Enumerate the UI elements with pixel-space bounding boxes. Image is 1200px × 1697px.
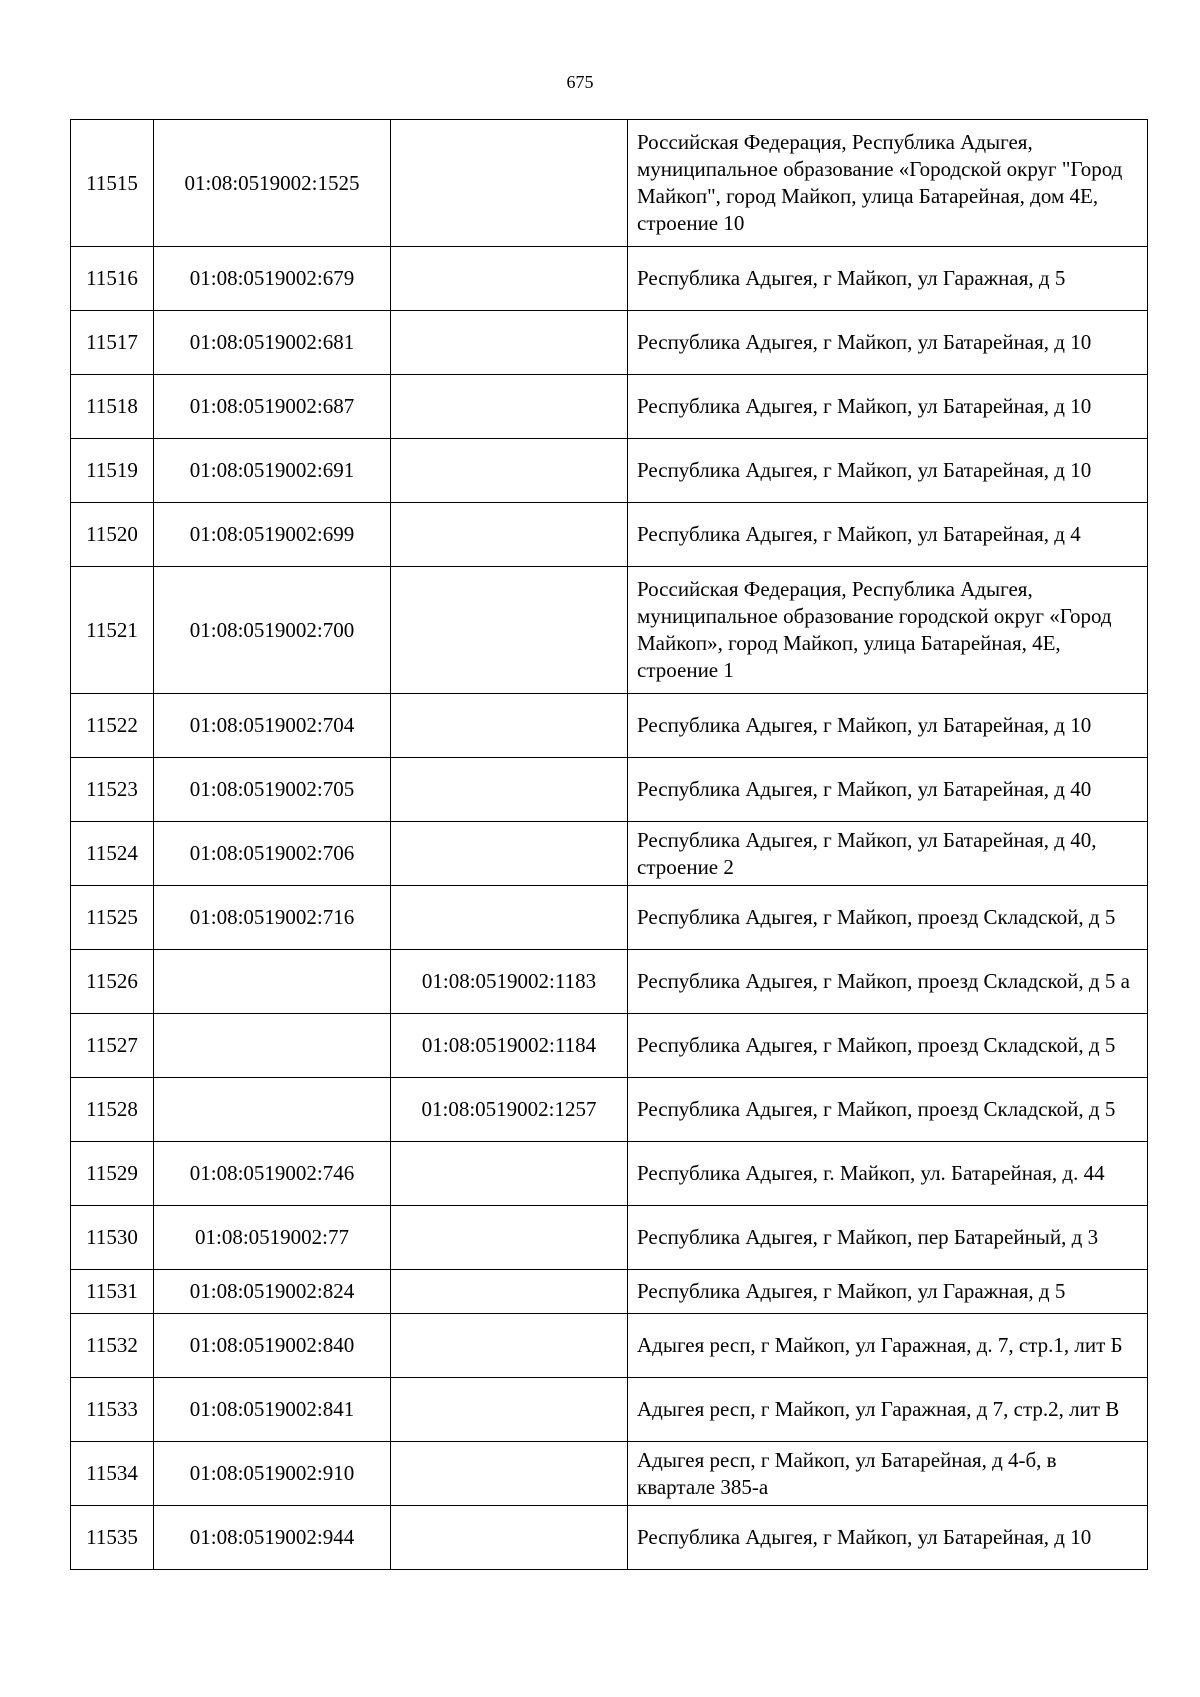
address-cell: Российская Федерация, Республика Адыгея, муниципальное образование «Городской округ "Город Майкоп", город Майкоп, улица Батарейная, дом 4Е, строение 10 bbox=[628, 120, 1148, 247]
address-cell: Республика Адыгея, г Майкоп, проезд Складской, д 5 bbox=[628, 1078, 1148, 1142]
related-cadastral-number-cell bbox=[391, 1270, 628, 1314]
related-cadastral-number-cell bbox=[391, 247, 628, 311]
address-cell: Республика Адыгея, г Майкоп, проезд Складской, д 5 а bbox=[628, 950, 1148, 1014]
table-row bbox=[71, 1014, 1148, 1078]
related-cadastral-number-cell: 01:08:0519002:1257 bbox=[391, 1078, 628, 1142]
address-cell: Республика Адыгея, г. Майкоп, ул. Батарейная, д. 44 bbox=[628, 1142, 1148, 1206]
row-number-cell: 11522 bbox=[71, 694, 154, 758]
row-number-cell: 11523 bbox=[71, 758, 154, 822]
row-number-cell: 11519 bbox=[71, 439, 154, 503]
row-number-cell: 11528 bbox=[71, 1078, 154, 1142]
table-row bbox=[71, 950, 1148, 1014]
cadastral-number-cell: 01:08:0519002:840 bbox=[154, 1314, 391, 1378]
row-number-cell: 11530 bbox=[71, 1206, 154, 1270]
address-cell: Республика Адыгея, г Майкоп, ул Батарейная, д 4 bbox=[628, 503, 1148, 567]
row-number-cell: 11529 bbox=[71, 1142, 154, 1206]
cadastral-number-cell: 01:08:0519002:746 bbox=[154, 1142, 391, 1206]
address-cell: Республика Адыгея, г Майкоп, ул Батарейная, д 10 bbox=[628, 375, 1148, 439]
table-row bbox=[71, 1206, 1148, 1270]
address-cell: Адыгея респ, г Майкоп, ул Батарейная, д 4-б, в квартале 385-а bbox=[628, 1442, 1148, 1506]
cadastral-number-cell: 01:08:0519002:1525 bbox=[154, 120, 391, 247]
row-number-cell: 11524 bbox=[71, 822, 154, 886]
address-cell: Республика Адыгея, г Майкоп, ул Батарейная, д 10 bbox=[628, 694, 1148, 758]
table-row bbox=[71, 567, 1148, 694]
related-cadastral-number-cell: 01:08:0519002:1184 bbox=[391, 1014, 628, 1078]
table-row bbox=[71, 1442, 1148, 1506]
table-row bbox=[71, 311, 1148, 375]
address-cell: Республика Адыгея, г Майкоп, ул Батарейная, д 10 bbox=[628, 439, 1148, 503]
table-row bbox=[71, 503, 1148, 567]
cadastral-number-cell: 01:08:0519002:706 bbox=[154, 822, 391, 886]
row-number-cell: 11525 bbox=[71, 886, 154, 950]
row-number-cell: 11516 bbox=[71, 247, 154, 311]
related-cadastral-number-cell bbox=[391, 886, 628, 950]
address-cell: Республика Адыгея, г Майкоп, проезд Складской, д 5 bbox=[628, 886, 1148, 950]
address-cell: Республика Адыгея, г Майкоп, ул Гаражная, д 5 bbox=[628, 247, 1148, 311]
table-row bbox=[71, 120, 1148, 247]
address-cell: Республика Адыгея, г Майкоп, ул Гаражная, д 5 bbox=[628, 1270, 1148, 1314]
related-cadastral-number-cell bbox=[391, 822, 628, 886]
address-cell: Республика Адыгея, г Майкоп, ул Батарейная, д 40 bbox=[628, 758, 1148, 822]
registry-table-body bbox=[71, 120, 1148, 1570]
cadastral-number-cell bbox=[154, 1014, 391, 1078]
table-row bbox=[71, 822, 1148, 886]
cadastral-number-cell bbox=[154, 950, 391, 1014]
cadastral-number-cell: 01:08:0519002:77 bbox=[154, 1206, 391, 1270]
cadastral-number-cell: 01:08:0519002:687 bbox=[154, 375, 391, 439]
related-cadastral-number-cell bbox=[391, 439, 628, 503]
address-cell: Адыгея респ, г Майкоп, ул Гаражная, д. 7, стр.1, лит Б bbox=[628, 1314, 1148, 1378]
row-number-cell: 11520 bbox=[71, 503, 154, 567]
cadastral-number-cell: 01:08:0519002:705 bbox=[154, 758, 391, 822]
table-row bbox=[71, 1378, 1148, 1442]
address-cell: Республика Адыгея, г Майкоп, проезд Складской, д 5 bbox=[628, 1014, 1148, 1078]
table-row bbox=[71, 886, 1148, 950]
related-cadastral-number-cell bbox=[391, 567, 628, 694]
cadastral-number-cell: 01:08:0519002:716 bbox=[154, 886, 391, 950]
row-number-cell: 11534 bbox=[71, 1442, 154, 1506]
row-number-cell: 11533 bbox=[71, 1378, 154, 1442]
related-cadastral-number-cell bbox=[391, 1314, 628, 1378]
related-cadastral-number-cell: 01:08:0519002:1183 bbox=[391, 950, 628, 1014]
cadastral-number-cell: 01:08:0519002:681 bbox=[154, 311, 391, 375]
table-row bbox=[71, 247, 1148, 311]
cadastral-number-cell: 01:08:0519002:704 bbox=[154, 694, 391, 758]
row-number-cell: 11527 bbox=[71, 1014, 154, 1078]
cadastral-number-cell: 01:08:0519002:944 bbox=[154, 1506, 391, 1570]
row-number-cell: 11517 bbox=[71, 311, 154, 375]
cadastral-number-cell: 01:08:0519002:699 bbox=[154, 503, 391, 567]
cadastral-number-cell bbox=[154, 1078, 391, 1142]
related-cadastral-number-cell bbox=[391, 1378, 628, 1442]
table-row bbox=[71, 375, 1148, 439]
address-cell: Российская Федерация, Республика Адыгея, муниципальное образование городской округ «Город Майкоп», город Майкоп, улица Батарейная, 4Е, строение 1 bbox=[628, 567, 1148, 694]
table-row bbox=[71, 1314, 1148, 1378]
related-cadastral-number-cell bbox=[391, 375, 628, 439]
row-number-cell: 11532 bbox=[71, 1314, 154, 1378]
related-cadastral-number-cell bbox=[391, 694, 628, 758]
address-cell: Республика Адыгея, г Майкоп, пер Батарейный, д 3 bbox=[628, 1206, 1148, 1270]
table-row bbox=[71, 1078, 1148, 1142]
related-cadastral-number-cell bbox=[391, 120, 628, 247]
table-row bbox=[71, 758, 1148, 822]
table-row bbox=[71, 439, 1148, 503]
registry-table bbox=[70, 119, 1148, 1570]
cadastral-number-cell: 01:08:0519002:700 bbox=[154, 567, 391, 694]
related-cadastral-number-cell bbox=[391, 503, 628, 567]
address-cell: Адыгея респ, г Майкоп, ул Гаражная, д 7, стр.2, лит В bbox=[628, 1378, 1148, 1442]
related-cadastral-number-cell bbox=[391, 1506, 628, 1570]
cadastral-number-cell: 01:08:0519002:910 bbox=[154, 1442, 391, 1506]
related-cadastral-number-cell bbox=[391, 758, 628, 822]
row-number-cell: 11526 bbox=[71, 950, 154, 1014]
cadastral-number-cell: 01:08:0519002:691 bbox=[154, 439, 391, 503]
related-cadastral-number-cell bbox=[391, 1142, 628, 1206]
cadastral-number-cell: 01:08:0519002:824 bbox=[154, 1270, 391, 1314]
address-cell: Республика Адыгея, г Майкоп, ул Батарейная, д 10 bbox=[628, 311, 1148, 375]
table-row bbox=[71, 1142, 1148, 1206]
table-row bbox=[71, 694, 1148, 758]
related-cadastral-number-cell bbox=[391, 1206, 628, 1270]
address-cell: Республика Адыгея, г Майкоп, ул Батарейная, д 40, строение 2 bbox=[628, 822, 1148, 886]
row-number-cell: 11518 bbox=[71, 375, 154, 439]
cadastral-number-cell: 01:08:0519002:841 bbox=[154, 1378, 391, 1442]
row-number-cell: 11531 bbox=[71, 1270, 154, 1314]
related-cadastral-number-cell bbox=[391, 311, 628, 375]
address-cell: Республика Адыгея, г Майкоп, ул Батарейная, д 10 bbox=[628, 1506, 1148, 1570]
row-number-cell: 11521 bbox=[71, 567, 154, 694]
page-number: 675 bbox=[566, 72, 594, 92]
cadastral-number-cell: 01:08:0519002:679 bbox=[154, 247, 391, 311]
related-cadastral-number-cell bbox=[391, 1442, 628, 1506]
row-number-cell: 11515 bbox=[71, 120, 154, 247]
table-row bbox=[71, 1270, 1148, 1314]
table-row bbox=[71, 1506, 1148, 1570]
row-number-cell: 11535 bbox=[71, 1506, 154, 1570]
